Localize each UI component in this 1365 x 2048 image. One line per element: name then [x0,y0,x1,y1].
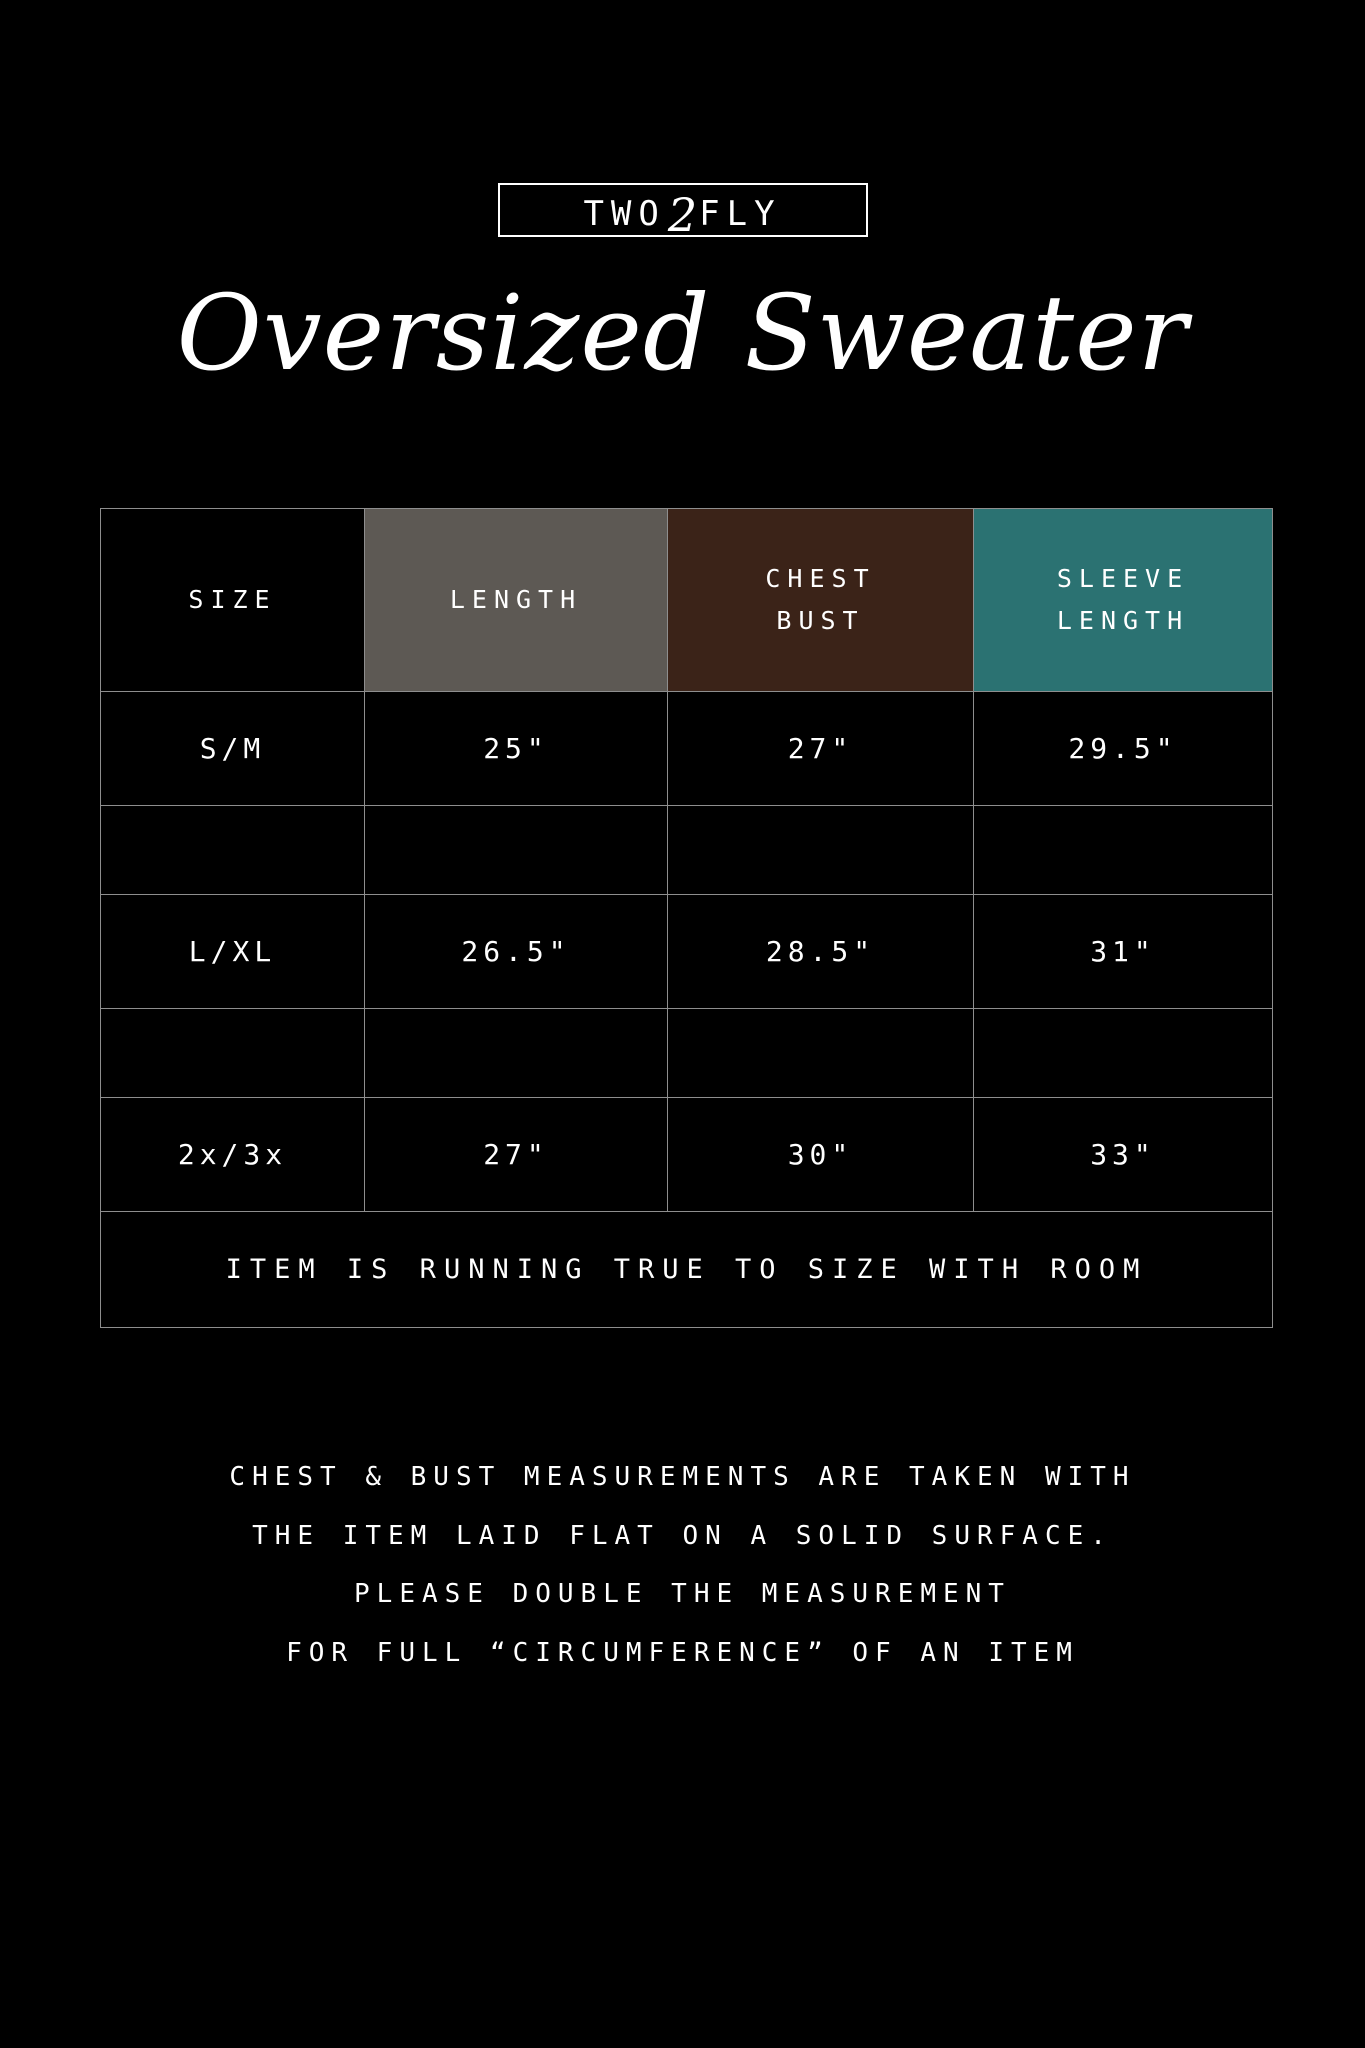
table-row [101,895,1273,1009]
logo-text [583,182,782,242]
table-spacer-row [101,1009,1273,1098]
spacer-cell [668,1009,974,1098]
cell-length: 26.5" [365,895,668,1009]
spacer-cell [365,806,668,895]
table-header-row [101,509,1273,692]
measurement-note-line-3: PLEASE DOUBLE THE MEASUREMENT [354,1579,1011,1609]
measurement-note-line-2: THE ITEM LAID FLAT ON A SOLID SURFACE. [252,1520,1113,1551]
logo-prefix: TWO [583,194,666,234]
cell-sleeve: 31" [974,895,1273,1009]
spacer-cell [365,1009,668,1098]
spacer-cell [668,806,974,895]
table-row [101,692,1273,806]
logo-numeral: 2 [667,188,698,242]
cell-chest: 30" [668,1098,974,1212]
table-note-row [101,1212,1273,1328]
measurement-note-line-1: CHEST & BUST MEASUREMENTS ARE TAKEN WITH [229,1462,1136,1492]
spacer-cell [974,806,1273,895]
cell-size: S/M [101,692,365,806]
page-title: Oversized Sweater [176,272,1189,394]
header-size: SIZE [101,509,365,692]
header-sleeve-length [974,509,1273,692]
header-chest-line2: BUST [776,606,865,635]
cell-sleeve: 29.5" [974,692,1273,806]
brand-logo [0,183,1365,242]
measurement-note [0,1448,1365,1682]
cell-chest: 28.5" [668,895,974,1009]
spacer-cell [974,1009,1273,1098]
header-sleeve-line2: LENGTH [1056,606,1190,635]
header-chest-bust [668,509,974,692]
table-spacer-row [101,806,1273,895]
spacer-cell [101,1009,365,1098]
size-chart-table [100,508,1273,1328]
header-length: LENGTH [365,509,668,692]
cell-length: 27" [365,1098,668,1212]
header-sleeve-line1: SLEEVE [1056,563,1190,593]
cell-size: 2x/3x [101,1098,365,1212]
fit-note: ITEM IS RUNNING TRUE TO SIZE WITH ROOM [101,1212,1273,1328]
table-row [101,1098,1273,1212]
cell-sleeve: 33" [974,1098,1273,1212]
cell-length: 25" [365,692,668,806]
header-chest-line1: CHEST [765,563,876,593]
spacer-cell [101,806,365,895]
logo-frame [498,183,868,242]
cell-chest: 27" [668,692,974,806]
logo-suffix: FLY [699,194,782,234]
measurement-note-line-4: FOR FULL “CIRCUMFERENCE” OF AN ITEM [286,1637,1079,1668]
cell-size: L/XL [101,895,365,1009]
